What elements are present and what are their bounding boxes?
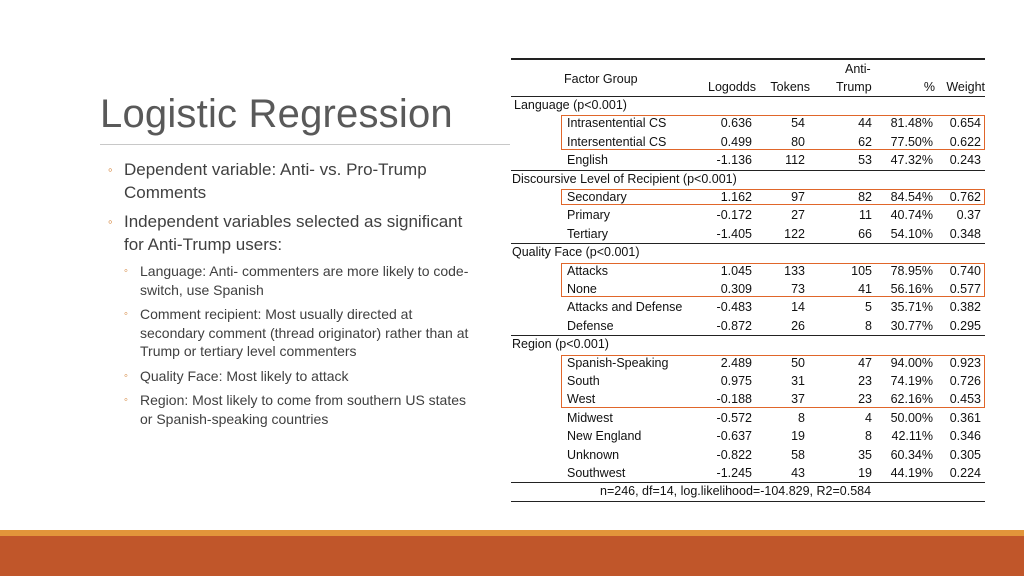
- cell-factor: South: [567, 374, 600, 388]
- cell-logodds: -0.637: [716, 429, 752, 444]
- cell-anti-trump: 41: [858, 282, 872, 296]
- sub-bullet-text: Region: Most likely to come from southern US states or Spanish-speaking countries: [140, 392, 467, 427]
- cell-factor: Unknown: [567, 447, 620, 462]
- cell-percent: 56.16%: [890, 282, 933, 296]
- bullet-item: [108, 210, 478, 256]
- cell-factor: Southwest: [567, 466, 626, 480]
- cell-logodds: 1.045: [720, 263, 752, 278]
- bullet-marker-icon: ◦: [124, 265, 128, 277]
- header-logodds: Logodds: [708, 80, 756, 94]
- model-stats: n=246, df=14, log.likelihood=-104.829, R2=0.584: [600, 484, 872, 499]
- table-row: [511, 427, 985, 445]
- cell-anti-trump: 35: [858, 447, 872, 462]
- cell-logodds: -1.245: [716, 466, 752, 480]
- cell-percent: 60.34%: [890, 447, 933, 462]
- cell-anti-trump: 8: [865, 429, 872, 444]
- header-anti-line2: Trump: [836, 80, 872, 94]
- bullet-marker-icon: ◦: [124, 308, 128, 320]
- cell-tokens: 27: [791, 208, 805, 223]
- cell-anti-trump: 11: [859, 208, 872, 223]
- cell-tokens: 31: [791, 374, 805, 388]
- cell-logodds: -0.822: [716, 447, 752, 462]
- bullet-marker-icon: ◦: [108, 214, 113, 229]
- cell-anti-trump: 19: [858, 466, 872, 480]
- cell-anti-trump: 47: [858, 355, 872, 370]
- table-row: [511, 151, 985, 169]
- cell-factor: None: [567, 282, 597, 296]
- header-anti-line1: Anti-: [845, 62, 871, 76]
- cell-weight: 0.740: [949, 263, 981, 278]
- title-divider: [100, 144, 510, 145]
- cell-factor: English: [567, 153, 608, 168]
- cell-factor: Attacks: [567, 263, 608, 278]
- cell-logodds: 0.499: [720, 134, 752, 149]
- cell-anti-trump: 4: [865, 410, 872, 425]
- cell-anti-trump: 66: [858, 226, 872, 241]
- cell-tokens: 14: [791, 300, 805, 315]
- cell-weight: 0.295: [949, 318, 981, 333]
- group-row: [511, 96, 985, 114]
- cell-anti-trump: 8: [865, 318, 872, 333]
- cell-percent: 62.16%: [890, 392, 933, 407]
- cell-factor: West: [567, 392, 596, 407]
- cell-percent: 35.71%: [890, 300, 933, 315]
- header-weight: Weight: [946, 80, 985, 94]
- cell-logodds: -0.572: [716, 410, 752, 425]
- table-row: [511, 206, 985, 224]
- cell-weight: 0.726: [949, 374, 981, 388]
- highlight-box: [561, 263, 985, 298]
- cell-weight: 0.762: [949, 190, 981, 204]
- table-row: [511, 225, 985, 243]
- table-header-row: [511, 60, 985, 86]
- cell-percent: 77.50%: [890, 134, 933, 149]
- table-header-row-2: [511, 78, 985, 96]
- footer-bar: [0, 536, 1024, 576]
- bullet-marker-icon: ◦: [108, 162, 113, 177]
- cell-anti-trump: 105: [851, 263, 872, 278]
- cell-percent: 30.77%: [890, 318, 933, 333]
- cell-percent: 78.95%: [890, 263, 933, 278]
- cell-factor: Intrasentential CS: [567, 116, 667, 131]
- sub-bullet-item: [124, 367, 478, 386]
- table-bottom-rule: [511, 501, 985, 503]
- cell-logodds: -1.136: [716, 153, 752, 168]
- group-label: Language (p<0.001): [514, 98, 627, 112]
- cell-weight: 0.243: [949, 153, 981, 168]
- cell-tokens: 19: [791, 429, 805, 444]
- cell-percent: 47.32%: [890, 153, 933, 168]
- cell-factor: Intersentential CS: [567, 134, 667, 149]
- cell-logodds: 0.309: [720, 282, 752, 296]
- cell-weight: 0.577: [949, 282, 981, 296]
- cell-logodds: 2.489: [720, 355, 752, 370]
- cell-weight: 0.346: [949, 429, 981, 444]
- cell-anti-trump: 5: [865, 300, 872, 315]
- cell-factor: Defense: [567, 318, 614, 333]
- cell-tokens: 8: [798, 410, 805, 425]
- bullet-text: Independent variables selected as significant for Anti-Trump users:: [124, 212, 463, 254]
- cell-factor: Tertiary: [567, 226, 608, 241]
- cell-percent: 74.19%: [890, 374, 933, 388]
- bullet-marker-icon: ◦: [124, 369, 128, 382]
- cell-tokens: 43: [791, 466, 805, 480]
- cell-logodds: -0.483: [716, 300, 752, 315]
- header-tokens: Tokens: [770, 80, 810, 94]
- cell-logodds: 0.636: [720, 116, 752, 131]
- group-row: [511, 170, 985, 188]
- cell-percent: 84.54%: [890, 190, 933, 204]
- cell-weight: 0.382: [949, 300, 981, 315]
- cell-anti-trump: 53: [858, 153, 872, 168]
- table-row: [511, 464, 985, 482]
- cell-tokens: 112: [785, 153, 805, 168]
- group-row: [511, 335, 985, 353]
- cell-logodds: 0.975: [720, 374, 752, 388]
- cell-weight: 0.305: [949, 447, 981, 462]
- cell-tokens: 50: [791, 355, 805, 370]
- cell-tokens: 97: [791, 190, 805, 204]
- cell-tokens: 133: [784, 263, 805, 278]
- cell-factor: Primary: [567, 208, 611, 223]
- cell-tokens: 122: [784, 226, 805, 241]
- header-factor-group: Factor Group: [564, 72, 638, 86]
- cell-weight: 0.453: [949, 392, 981, 407]
- highlight-box: [561, 189, 985, 205]
- cell-factor: Midwest: [567, 410, 613, 425]
- cell-tokens: 58: [791, 447, 805, 462]
- cell-tokens: 26: [791, 318, 805, 333]
- cell-tokens: 37: [791, 392, 805, 407]
- highlight-box: [561, 115, 985, 150]
- sub-bullet-text: Quality Face: Most likely to attack: [140, 367, 349, 384]
- sub-bullet-item: [124, 391, 478, 428]
- sub-bullet-item: [124, 262, 478, 299]
- cell-anti-trump: 62: [858, 134, 872, 149]
- cell-tokens: 73: [791, 282, 805, 296]
- cell-logodds: 1.162: [720, 190, 752, 204]
- cell-weight: 0.622: [949, 134, 981, 149]
- sub-bullet-text: Language: Anti- commenters are more likely to code-switch, use Spanish: [140, 263, 469, 298]
- cell-percent: 44.19%: [890, 466, 933, 480]
- bullet-marker-icon: ◦: [124, 394, 128, 406]
- cell-logodds: -0.188: [716, 392, 752, 407]
- cell-weight: 0.348: [949, 226, 981, 241]
- group-row: [511, 243, 985, 261]
- sub-bullet-text: Comment recipient: Most usually directed at secondary comment (thread originator) rather than at Trump or tertiary level commenters: [140, 306, 469, 359]
- cell-percent: 50.00%: [890, 410, 933, 425]
- sub-bullet-item: [124, 305, 478, 361]
- highlight-box: [561, 355, 985, 408]
- cell-factor: Secondary: [567, 190, 627, 204]
- group-label: Quality Face (p<0.001): [512, 245, 640, 260]
- cell-percent: 40.74%: [890, 208, 933, 223]
- bullet-item: [108, 158, 478, 204]
- cell-percent: 54.10%: [890, 226, 933, 241]
- cell-weight: 0.224: [949, 466, 981, 480]
- group-label: Region (p<0.001): [512, 337, 609, 352]
- cell-factor: New England: [567, 429, 642, 444]
- bullet-text: Dependent variable: Anti- vs. Pro-Trump Comments: [124, 160, 427, 202]
- cell-percent: 94.00%: [890, 355, 933, 370]
- cell-tokens: 54: [791, 116, 805, 131]
- cell-logodds: -1.405: [716, 226, 752, 241]
- cell-logodds: -0.872: [716, 318, 752, 333]
- cell-weight: 0.361: [949, 410, 981, 425]
- cell-logodds: -0.172: [716, 208, 752, 223]
- cell-percent: 42.11%: [891, 429, 933, 444]
- table-row: [511, 298, 985, 316]
- cell-weight: 0.37: [956, 208, 981, 223]
- table-row: [511, 317, 985, 335]
- cell-factor: Attacks and Defense: [567, 300, 683, 315]
- cell-anti-trump: 82: [858, 190, 872, 204]
- cell-anti-trump: 44: [858, 116, 872, 131]
- group-label: Discoursive Level of Recipient (p<0.001): [512, 171, 737, 186]
- table-footer-row: [511, 482, 985, 500]
- cell-weight: 0.923: [949, 355, 981, 370]
- header-pct: %: [923, 80, 935, 94]
- cell-tokens: 80: [791, 134, 805, 149]
- cell-weight: 0.654: [949, 116, 981, 131]
- table-row: [511, 446, 985, 464]
- cell-anti-trump: 23: [858, 392, 872, 407]
- cell-factor: Spanish-Speaking: [567, 355, 669, 370]
- cell-anti-trump: 23: [858, 374, 872, 388]
- cell-percent: 81.48%: [890, 116, 933, 131]
- slide-title: Logistic Regression: [100, 92, 453, 136]
- bullet-list: [108, 158, 478, 434]
- table-row: [511, 409, 985, 427]
